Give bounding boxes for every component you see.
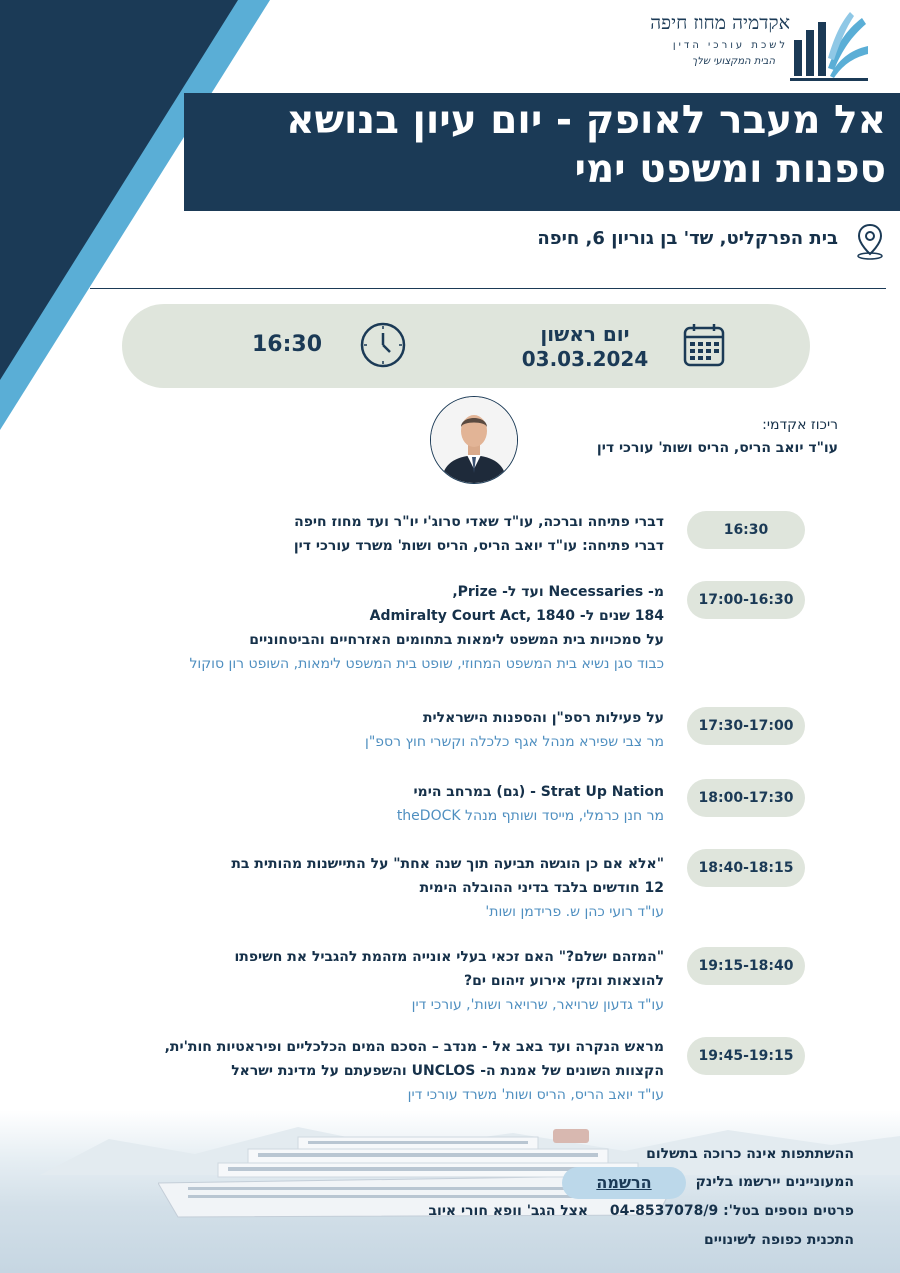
agenda-time-7: 19:45-19:15 (687, 1037, 805, 1075)
agenda-item-7 (64, 1035, 664, 1107)
agenda-line: מראש הנקרה ועד באב אל - מנדב – הסכם המים הכלכליים ופיראטיות חות'ית, (164, 1039, 664, 1055)
title-line-2: ספנות ומשפט ימי (574, 147, 886, 192)
footer-line-2: המעוניינים יירשמו בלינק (695, 1174, 854, 1190)
clock-icon (359, 321, 407, 369)
agenda-speaker: כבוד סגן נשיא בית המשפט המחוזי, שופט בית המשפט לימאות, השופט רון סוקול (189, 656, 664, 672)
agenda-speaker: עו"ד יואב הריס, הריס ושות' משרד עורכי דין (407, 1087, 664, 1103)
agenda-line: על פעילות רספ"ן והספנות הישראלית (422, 710, 664, 726)
page-title (186, 96, 886, 194)
event-time: 16:30 (251, 332, 323, 357)
open-book-logo-icon (788, 10, 870, 82)
logo-subtitle: לשכת עורכי הדין (672, 40, 788, 51)
agenda-time-1: 16:30 (687, 511, 805, 549)
agenda-line: 12 חודשים בלבד בדיני ההובלה הימית (419, 880, 664, 896)
agenda-line: 184 שנים ל- 1840 ,Admiralty Court Act (369, 608, 664, 624)
agenda-item-3 (64, 706, 664, 754)
agenda-speaker: עו"ד רועי כהן ש. פרידמן ושות' (485, 904, 664, 920)
footer-line-1: ההשתתפות אינה כרוכה בתשלום (646, 1146, 854, 1162)
agenda-item-2 (64, 580, 664, 676)
title-line-1: אל מעבר לאופק - יום עיון בנושא (286, 98, 886, 143)
coordinator-label: ריכוז אקדמי: (762, 417, 838, 433)
logo-title: אקדמיה מחוז חיפה (650, 12, 790, 34)
agenda-item-5 (64, 852, 664, 924)
agenda-line: הקצוות השונים של אמנת ה- UNCLOS והשפעתם על מדינת ישראל (231, 1063, 664, 1079)
contact-phone[interactable]: 04-8537078/9 (609, 1203, 719, 1219)
coordinator-name: עו"ד יואב הריס, הריס ושות' עורכי דין (596, 440, 838, 456)
agenda-item-1 (64, 510, 664, 558)
agenda-line: על סמכויות בית המשפט לימאות בתחומים האזרחיים והביטחוניים (249, 632, 664, 648)
agenda-line: Strat Up Nation - (גם) במרחב הימי (413, 784, 664, 800)
event-date: 03.03.2024 (521, 347, 649, 371)
agenda-speaker: מר חנן כרמלי, מייסד ושותף מנהל theDOCK (396, 808, 664, 824)
agenda-time-5: 18:40-18:15 (687, 849, 805, 887)
agenda-time-2: 17:00-16:30 (687, 581, 805, 619)
contact-person: אצל הגב' וופא חורי איוב (428, 1203, 589, 1219)
footer-line-4: התכנית כפופה לשינויים (703, 1232, 854, 1248)
agenda-time-6: 19:15-18:40 (687, 947, 805, 985)
footer-contact (428, 1203, 854, 1219)
contact-prefix: פרטים נוספים בטל': (723, 1203, 854, 1219)
person-photo-icon (431, 397, 517, 483)
divider (90, 288, 886, 289)
speaker-avatar (430, 396, 518, 484)
agenda-item-4 (64, 780, 664, 828)
agenda-speaker: עו"ד גדעון שרויאר, שרויאר ושות', עורכי דין (411, 997, 664, 1013)
agenda-time-3: 17:30-17:00 (687, 707, 805, 745)
agenda-line: דברי פתיחה: עו"ד יואב הריס, הריס ושות' משרד עורכי דין (293, 538, 664, 554)
agenda-time-4: 18:00-17:30 (687, 779, 805, 817)
academy-logo (650, 10, 870, 85)
logo-tagline: הבית המקצועי שלך (691, 56, 775, 67)
agenda-line: "אלא אם כן הוגשה תביעה תוך שנה אחת" על התיישנות מהותית בת (231, 856, 664, 872)
agenda-line: דברי פתיחה וברכה, עו"ד שאדי סרוג'י יו"ר ועד מחוז חיפה (294, 514, 664, 530)
agenda-line: מ- Necessaries ועד ל- Prize, (452, 584, 664, 600)
event-day: יום ראשון (540, 322, 630, 346)
agenda-speaker: מר צבי שפירא מנהל אגף כלכלה וקשרי חוץ רספ"ן (365, 734, 664, 750)
agenda-line: "המזהם ישלם?" האם זכאי בעלי אונייה מזהמת להגביל את חשיפתו (234, 949, 664, 965)
map-pin-icon (854, 222, 886, 260)
agenda-line: להוצאות ונזקי אירוע זיהום ים? (463, 973, 664, 989)
calendar-icon (682, 322, 726, 368)
register-link[interactable]: הרשמה (562, 1167, 686, 1199)
agenda-item-6 (64, 945, 664, 1017)
location-text: בית הפרקליט, שד' בן גוריון 6, חיפה (537, 228, 838, 249)
